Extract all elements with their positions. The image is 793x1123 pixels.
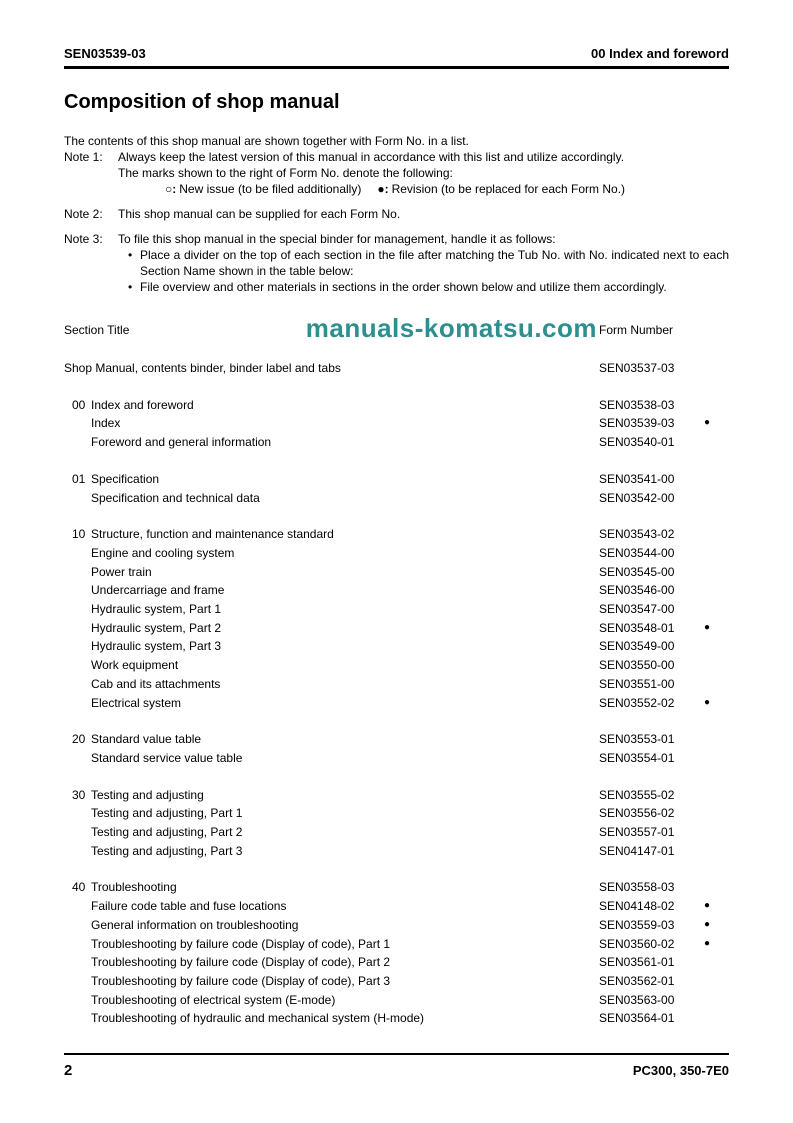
- row-form-number: SEN03556-02: [599, 806, 675, 821]
- row-section-number: 00: [72, 397, 86, 412]
- revision-mark-icon: ●: [704, 918, 711, 930]
- table-row: [64, 1009, 729, 1028]
- row-section-number: 20: [72, 732, 86, 747]
- note-3-text: To file this shop manual in the special binder for management, handle it as follows:: [118, 232, 556, 246]
- row-form-number: SEN03541-00: [599, 471, 675, 486]
- row-form-number: SEN03549-00: [599, 639, 675, 654]
- row-form-number: SEN04147-01: [599, 843, 675, 858]
- row-section-title: Index: [91, 416, 121, 431]
- table-group: [64, 525, 729, 712]
- row-section-title: Troubleshooting of electrical system (E-mode): [91, 992, 336, 1007]
- row-section-title: Shop Manual, contents binder, binder label and tabs: [64, 361, 341, 375]
- row-section-number: 30: [72, 787, 86, 802]
- table-row: [64, 675, 729, 694]
- note-3: [64, 231, 729, 295]
- row-section-title: Testing and adjusting, Part 2: [91, 825, 243, 840]
- bullet-2-text: File overview and other materials in sections in the order shown below and utilize them accordingly.: [140, 280, 667, 294]
- row-section-title: Specification: [91, 471, 160, 486]
- table-group: [64, 396, 729, 452]
- legend-revision-text: Revision (to be replaced for each Form No.): [391, 182, 626, 196]
- table-group: [64, 359, 729, 378]
- table-row: [64, 581, 729, 600]
- row-form-number: SEN04148-02 ●: [599, 897, 729, 916]
- page-footer: [64, 1053, 729, 1079]
- row-section-title: Foreword and general information: [91, 435, 272, 450]
- table-row: [64, 525, 729, 544]
- intro-text: The contents of this shop manual are shown together with Form No. in a list.: [64, 134, 469, 148]
- row-form-number: SEN03545-00: [599, 564, 675, 579]
- bullet-1-text: Place a divider on the top of each section in the file after matching the Tub No. with No. indicated next to each Section Name shown in the table below:: [140, 248, 729, 278]
- row-form-number: SEN03542-00: [599, 490, 675, 505]
- marks-legend: [165, 181, 729, 197]
- revision-mark-icon: ●: [704, 417, 711, 429]
- row-section-title: Troubleshooting by failure code (Display of code), Part 1: [91, 936, 391, 951]
- table-header: [64, 313, 729, 343]
- table-row: [64, 991, 729, 1010]
- legend-new-issue-text: New issue (to be filed additionally): [179, 182, 362, 196]
- row-section-title: Troubleshooting: [91, 880, 177, 895]
- note-2-text: This shop manual can be supplied for each Form No.: [118, 207, 401, 221]
- row-section-title: Hydraulic system, Part 1: [91, 602, 222, 617]
- row-section-title: Index and foreword: [91, 397, 194, 412]
- header-doc-number: SEN03539-03: [64, 46, 146, 61]
- note-2-label: Note 2:: [64, 207, 103, 221]
- note-3-bullet-1: [128, 247, 729, 279]
- row-form-number: SEN03554-01: [599, 750, 675, 765]
- col-header-section-title: Section Title: [64, 323, 130, 337]
- new-issue-mark-icon: ○:: [165, 182, 177, 196]
- table-row: [64, 433, 729, 452]
- row-section-title: Testing and adjusting, Part 1: [91, 806, 243, 821]
- row-form-number: SEN03538-03: [599, 397, 675, 412]
- row-section-title: Troubleshooting by failure code (Display of code), Part 3: [91, 973, 391, 988]
- table-row: [64, 489, 729, 508]
- row-section-title: Hydraulic system, Part 2: [91, 620, 222, 635]
- table-row: [64, 656, 729, 675]
- header-rule: [64, 66, 729, 69]
- bullet-icon: •: [128, 248, 133, 262]
- row-form-number: SEN03564-01: [599, 1011, 675, 1026]
- row-section-title: General information on troubleshooting: [91, 917, 299, 932]
- table-row: [64, 804, 729, 823]
- table-row: [64, 637, 729, 656]
- table-row: [64, 842, 729, 861]
- row-section-title: Power train: [91, 564, 152, 579]
- table-row: [64, 694, 729, 713]
- row-section-title: Testing and adjusting, Part 3: [91, 843, 243, 858]
- row-form-number: SEN03553-01: [599, 732, 675, 747]
- watermark: manuals-komatsu.com: [305, 313, 597, 343]
- table-row: [64, 972, 729, 991]
- footer-page-number: 2: [64, 1062, 73, 1079]
- row-section-title: Troubleshooting of hydraulic and mechanical system (H-mode): [91, 1011, 425, 1026]
- col-header-form-number: Form Number: [599, 323, 674, 337]
- row-section-number: 40: [72, 880, 86, 895]
- note-1-line2: The marks shown to the right of Form No. denote the following:: [118, 166, 453, 180]
- row-section-title: Engine and cooling system: [91, 545, 235, 560]
- row-form-number: SEN03539-03 ●: [599, 414, 729, 433]
- row-form-number: SEN03546-00: [599, 583, 675, 598]
- table-row: [64, 749, 729, 768]
- table-row: [64, 823, 729, 842]
- table-row: [64, 396, 729, 415]
- row-section-title: Hydraulic system, Part 3: [91, 639, 222, 654]
- row-form-number: SEN03551-00: [599, 676, 675, 691]
- revision-mark-icon: ●: [704, 937, 711, 949]
- row-form-number: SEN03559-03 ●: [599, 916, 729, 935]
- table-group: [64, 878, 729, 1028]
- row-form-number: SEN03544-00: [599, 545, 675, 560]
- note-3-label: Note 3:: [64, 232, 103, 246]
- note-1: [64, 149, 729, 197]
- page-header: [64, 46, 729, 61]
- table-group: [64, 786, 729, 861]
- revision-mark-icon: ●: [704, 621, 711, 633]
- table-row: [64, 619, 729, 638]
- row-section-title: Specification and technical data: [91, 490, 260, 505]
- page-title: Composition of shop manual: [64, 91, 340, 113]
- table-row: [64, 730, 729, 749]
- table-row: [64, 897, 729, 916]
- table-row: [64, 953, 729, 972]
- note-1-label: Note 1:: [64, 150, 103, 164]
- legend-revision: [377, 181, 625, 197]
- row-form-number: SEN03540-01: [599, 435, 675, 450]
- row-section-number: 01: [72, 471, 86, 486]
- row-form-number: SEN03557-01: [599, 825, 675, 840]
- footer-model-number: PC300, 350-7E0: [632, 1063, 729, 1078]
- table-row: [64, 470, 729, 489]
- row-section-title: Work equipment: [91, 658, 179, 673]
- row-form-number: SEN03547-00: [599, 602, 675, 617]
- table-row: [64, 359, 729, 378]
- table-row: [64, 878, 729, 897]
- row-section-title: Structure, function and maintenance standard: [91, 527, 334, 542]
- row-form-number: SEN03561-01: [599, 955, 675, 970]
- table-row: [64, 935, 729, 954]
- table-row: [64, 544, 729, 563]
- row-section-title: Electrical system: [91, 695, 182, 710]
- revision-mark-icon: ●: [704, 900, 711, 912]
- table-group: [64, 470, 729, 507]
- table-group: [64, 730, 729, 767]
- row-form-number: SEN03552-02 ●: [599, 694, 729, 713]
- row-section-title: Testing and adjusting: [91, 787, 204, 802]
- table-row: [64, 563, 729, 582]
- row-form-number: SEN03563-00: [599, 992, 675, 1007]
- revision-mark-icon: ●:: [377, 182, 389, 196]
- row-form-number: SEN03555-02: [599, 787, 675, 802]
- note-3-bullet-2: [128, 279, 729, 295]
- note-3-bullets: [128, 247, 729, 295]
- row-section-title: Standard service value table: [91, 750, 243, 765]
- row-form-number: SEN03537-03: [599, 361, 675, 375]
- row-form-number: SEN03550-00: [599, 658, 675, 673]
- footer-rule: [64, 1053, 729, 1055]
- intro-and-notes: [64, 133, 729, 295]
- table-row: [64, 786, 729, 805]
- row-form-number: SEN03562-01: [599, 973, 675, 988]
- table-row: [64, 916, 729, 935]
- row-form-number: SEN03560-02 ●: [599, 935, 729, 954]
- row-section-title: Cab and its attachments: [91, 676, 221, 691]
- revision-mark-icon: ●: [704, 696, 711, 708]
- row-section-number: 10: [72, 527, 86, 542]
- row-section-title: Troubleshooting by failure code (Display of code), Part 2: [91, 955, 391, 970]
- table-body: [64, 359, 729, 1028]
- note-2: [64, 206, 729, 222]
- row-form-number: SEN03543-02: [599, 527, 675, 542]
- row-form-number: SEN03558-03: [599, 880, 675, 895]
- manual-contents-table: [64, 313, 729, 1028]
- row-section-title: Standard value table: [91, 732, 202, 747]
- row-section-title: Undercarriage and frame: [91, 583, 225, 598]
- legend-new-issue: [165, 181, 361, 197]
- table-row: [64, 414, 729, 433]
- header-section-name: 00 Index and foreword: [591, 46, 729, 61]
- table-row: [64, 600, 729, 619]
- bullet-icon: •: [128, 280, 133, 294]
- row-section-title: Failure code table and fuse locations: [91, 899, 287, 914]
- row-form-number: SEN03548-01 ●: [599, 619, 729, 638]
- note-1-text: Always keep the latest version of this manual in accordance with this list and utilize accordingly.: [118, 150, 625, 164]
